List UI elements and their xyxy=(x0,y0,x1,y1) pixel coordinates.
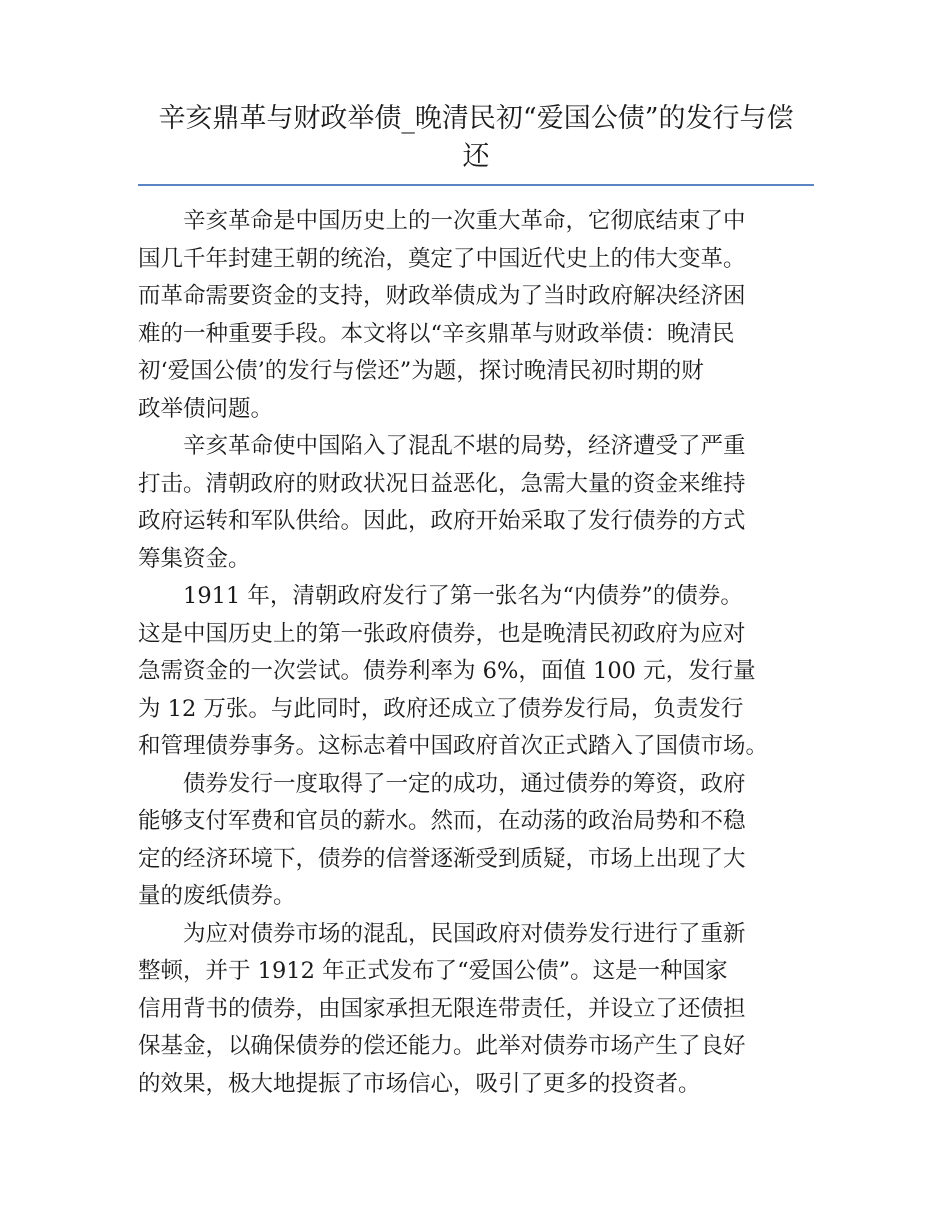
text-line: 保基金，以确保债券的偿还能力。此举对债券市场产生了良好 xyxy=(138,1033,746,1059)
text-line: 信用背书的债券，由国家承担无限连带责任，并设立了还债担 xyxy=(138,995,746,1022)
text-line: 债券发行一度取得了一定的成功，通过债券的筹资，政府 xyxy=(138,770,746,797)
text-line: 难的一种重要手段。本文将以“辛亥鼎革与财政举债：晚清民 xyxy=(138,320,735,347)
text-line: 筹集资金。 xyxy=(138,545,251,572)
text-line: 为 12 万张。与此同时，政府还成立了债券发行局，负责发行 xyxy=(138,695,744,722)
title-line: 还 xyxy=(462,141,490,172)
paragraph xyxy=(138,428,828,578)
text-line: 打击。清朝政府的财政状况日益恶化，急需大量的资金来维持 xyxy=(138,470,746,497)
text-line: 而革命需要资金的支持，财政举债成为了当时政府解决经济困 xyxy=(138,283,746,309)
document-title xyxy=(138,100,814,176)
text-line: 急需资金的一次尝试。债券利率为 6%，面值 100 元，发行量 xyxy=(138,658,756,684)
paragraph xyxy=(138,203,828,428)
paragraph xyxy=(138,766,828,916)
document-body xyxy=(138,203,828,1103)
paragraph xyxy=(138,916,828,1104)
paragraph xyxy=(138,578,828,766)
text-line: 的效果，极大地提振了市场信心，吸引了更多的投资者。 xyxy=(138,1070,701,1097)
text-line: 辛亥革命是中国历史上的一次重大革命，它彻底结束了中 xyxy=(138,208,746,234)
text-line: 政举债问题。 xyxy=(138,395,274,422)
text-line: 这是中国历史上的第一张政府债券，也是晚清民初政府为应对 xyxy=(138,620,746,647)
text-line: 整顿，并于 1912 年正式发布了“爱国公债”。这是一种国家 xyxy=(138,958,728,984)
text-line: 能够支付军费和官员的薪水。然而，在动荡的政治局势和不稳 xyxy=(138,808,746,834)
text-line: 初‘爱国公债’的发行与偿还”为题，探讨晚清民初时期的财 xyxy=(138,358,704,384)
text-line: 国几千年封建王朝的统治，奠定了中国近代史上的伟大变革。 xyxy=(138,245,746,272)
text-line: 为应对债券市场的混乱，民国政府对债券发行进行了重新 xyxy=(138,920,746,947)
text-line: 和管理债券事务。这标志着中国政府首次正式踏入了国债市场。 xyxy=(138,733,769,759)
text-line: 定的经济环境下，债券的信誉逐渐受到质疑，市场上出现了大 xyxy=(138,845,746,872)
text-line: 1911 年，清朝政府发行了第一张名为“内债券”的债券。 xyxy=(138,583,743,609)
text-line: 量的废纸债券。 xyxy=(138,883,296,909)
text-line: 辛亥革命使中国陷入了混乱不堪的局势，经济遭受了严重 xyxy=(138,433,746,459)
text-line: 政府运转和军队供给。因此，政府开始采取了发行债券的方式 xyxy=(138,508,746,534)
title-line: 辛亥鼎革与财政举债_晚清民初“爱国公债”的发行与偿 xyxy=(158,103,794,134)
title-divider xyxy=(138,184,814,186)
